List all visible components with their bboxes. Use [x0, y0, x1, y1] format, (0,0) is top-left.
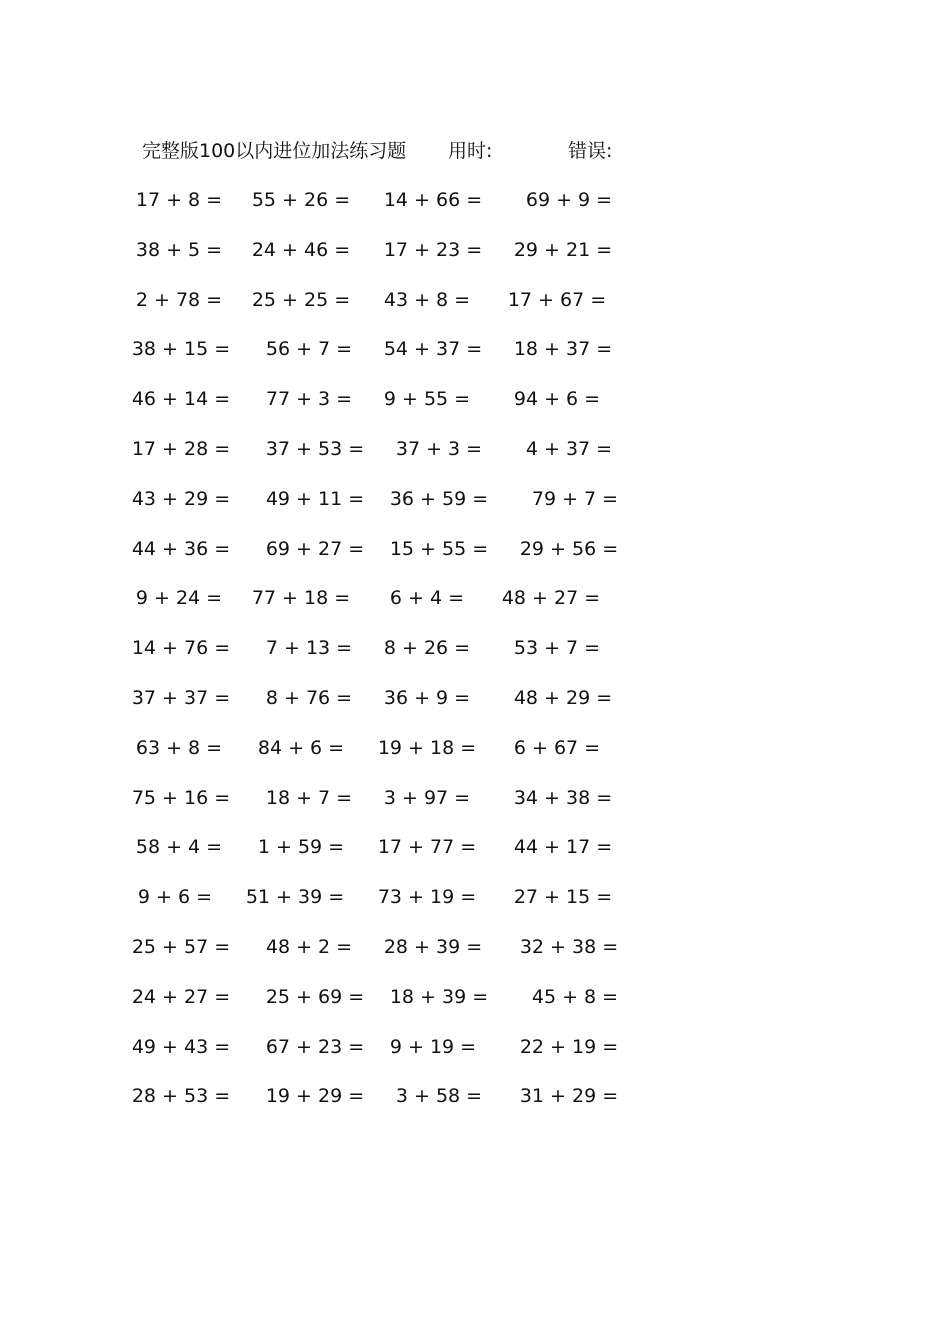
- addition-problem: 55 + 26 =: [251, 189, 351, 211]
- problem-row: [131, 684, 622, 734]
- addition-problem: 29 + 56 =: [519, 537, 619, 560]
- problem-row: [135, 734, 622, 784]
- addition-problem: 27 + 15 =: [513, 886, 613, 909]
- problem-row: [131, 335, 622, 385]
- addition-problem: 31 + 29 =: [519, 1085, 619, 1108]
- addition-problem: 9 + 6 =: [137, 886, 213, 909]
- addition-problem: 17 + 23 =: [383, 238, 483, 261]
- addition-problem: 51 + 39 =: [245, 886, 345, 909]
- addition-problem: 7 + 13 =: [265, 637, 353, 660]
- addition-problem: 38 + 5 =: [135, 238, 223, 261]
- addition-problem: 58 + 4 =: [135, 836, 223, 859]
- addition-problem: 3 + 58 =: [395, 1085, 483, 1108]
- addition-problem: 49 + 43 =: [131, 1035, 231, 1058]
- addition-problem: 25 + 57 =: [131, 935, 231, 958]
- addition-problem: 63 + 8 =: [135, 736, 223, 759]
- addition-problem: 48 + 29 =: [513, 686, 613, 709]
- addition-problem: 32 + 38 =: [519, 935, 619, 958]
- addition-problem: 9 + 19 =: [389, 1035, 477, 1058]
- addition-problem: 28 + 39 =: [383, 935, 483, 958]
- addition-problem: 17 + 67 =: [507, 288, 607, 311]
- addition-problem: 38 + 15 =: [131, 338, 231, 361]
- addition-problem: 37 + 53 =: [265, 437, 365, 460]
- addition-problem: 53 + 7 =: [513, 637, 601, 660]
- addition-problem: 79 + 7 =: [531, 487, 619, 510]
- problem-row: [131, 933, 622, 983]
- addition-problem: 19 + 18 =: [377, 736, 477, 759]
- addition-problem: 69 + 9 =: [525, 189, 613, 211]
- problem-row: [131, 983, 622, 1033]
- addition-problem: 73 + 19 =: [377, 886, 477, 909]
- addition-problem: 8 + 76 =: [265, 686, 353, 709]
- time-used-label: 用时:: [448, 140, 493, 162]
- addition-problem: 46 + 14 =: [131, 388, 231, 411]
- addition-problem: 18 + 37 =: [513, 338, 613, 361]
- problem-row: [135, 186, 622, 236]
- problem-grid: [131, 186, 622, 1132]
- addition-problem: 45 + 8 =: [531, 985, 619, 1008]
- addition-problem: 67 + 23 =: [265, 1035, 365, 1058]
- addition-problem: 3 + 97 =: [383, 786, 471, 809]
- addition-problem: 43 + 29 =: [131, 487, 231, 510]
- addition-problem: 24 + 46 =: [251, 238, 351, 261]
- addition-problem: 69 + 27 =: [265, 537, 365, 560]
- addition-problem: 36 + 59 =: [389, 487, 489, 510]
- addition-problem: 44 + 36 =: [131, 537, 231, 560]
- addition-problem: 49 + 11 =: [265, 487, 365, 510]
- addition-problem: 17 + 8 =: [135, 189, 223, 211]
- addition-problem: 6 + 4 =: [389, 587, 465, 610]
- addition-problem: 56 + 7 =: [265, 338, 353, 361]
- problem-row: [131, 535, 622, 585]
- addition-problem: 37 + 3 =: [395, 437, 483, 460]
- problem-row: [131, 385, 622, 435]
- addition-problem: 36 + 9 =: [383, 686, 471, 709]
- addition-problem: 15 + 55 =: [389, 537, 489, 560]
- addition-problem: 18 + 7 =: [265, 786, 353, 809]
- addition-problem: 9 + 55 =: [383, 388, 471, 411]
- addition-problem: 14 + 66 =: [383, 189, 483, 211]
- addition-problem: 34 + 38 =: [513, 786, 613, 809]
- addition-problem: 6 + 67 =: [513, 736, 601, 759]
- addition-problem: 94 + 6 =: [513, 388, 601, 411]
- addition-problem: 1 + 59 =: [257, 836, 345, 859]
- problem-row: [131, 1082, 622, 1132]
- addition-problem: 77 + 18 =: [251, 587, 351, 610]
- addition-problem: 37 + 37 =: [131, 686, 231, 709]
- addition-problem: 48 + 27 =: [501, 587, 601, 610]
- addition-problem: 2 + 78 =: [135, 288, 223, 311]
- addition-problem: 54 + 37 =: [383, 338, 483, 361]
- addition-problem: 43 + 8 =: [383, 288, 471, 311]
- addition-problem: 24 + 27 =: [131, 985, 231, 1008]
- addition-problem: 48 + 2 =: [265, 935, 353, 958]
- problem-row: [131, 485, 622, 535]
- addition-problem: 25 + 69 =: [265, 985, 365, 1008]
- addition-problem: 77 + 3 =: [265, 388, 353, 411]
- addition-problem: 4 + 37 =: [525, 437, 613, 460]
- worksheet-header: [142, 136, 662, 166]
- addition-problem: 17 + 77 =: [377, 836, 477, 859]
- addition-problem: 8 + 26 =: [383, 637, 471, 660]
- addition-problem: 17 + 28 =: [131, 437, 231, 460]
- addition-problem: 19 + 29 =: [265, 1085, 365, 1108]
- addition-problem: 14 + 76 =: [131, 637, 231, 660]
- addition-problem: 25 + 25 =: [251, 288, 351, 311]
- addition-problem: 84 + 6 =: [257, 736, 345, 759]
- problem-row: [131, 634, 622, 684]
- problem-row: [135, 833, 622, 883]
- addition-problem: 44 + 17 =: [513, 836, 613, 859]
- addition-problem: 28 + 53 =: [131, 1085, 231, 1108]
- addition-problem: 29 + 21 =: [513, 238, 613, 261]
- addition-problem: 9 + 24 =: [135, 587, 223, 610]
- errors-label: 错误:: [568, 140, 613, 162]
- problem-row: [135, 286, 622, 336]
- problem-row: [135, 236, 622, 286]
- problem-row: [131, 784, 622, 834]
- problem-row: [135, 584, 622, 634]
- problem-row: [131, 1033, 622, 1083]
- worksheet-title: 完整版100以内进位加法练习题: [142, 140, 407, 162]
- problem-row: [131, 435, 622, 485]
- addition-problem: 18 + 39 =: [389, 985, 489, 1008]
- addition-problem: 75 + 16 =: [131, 786, 231, 809]
- addition-problem: 22 + 19 =: [519, 1035, 619, 1058]
- problem-row: [137, 883, 622, 933]
